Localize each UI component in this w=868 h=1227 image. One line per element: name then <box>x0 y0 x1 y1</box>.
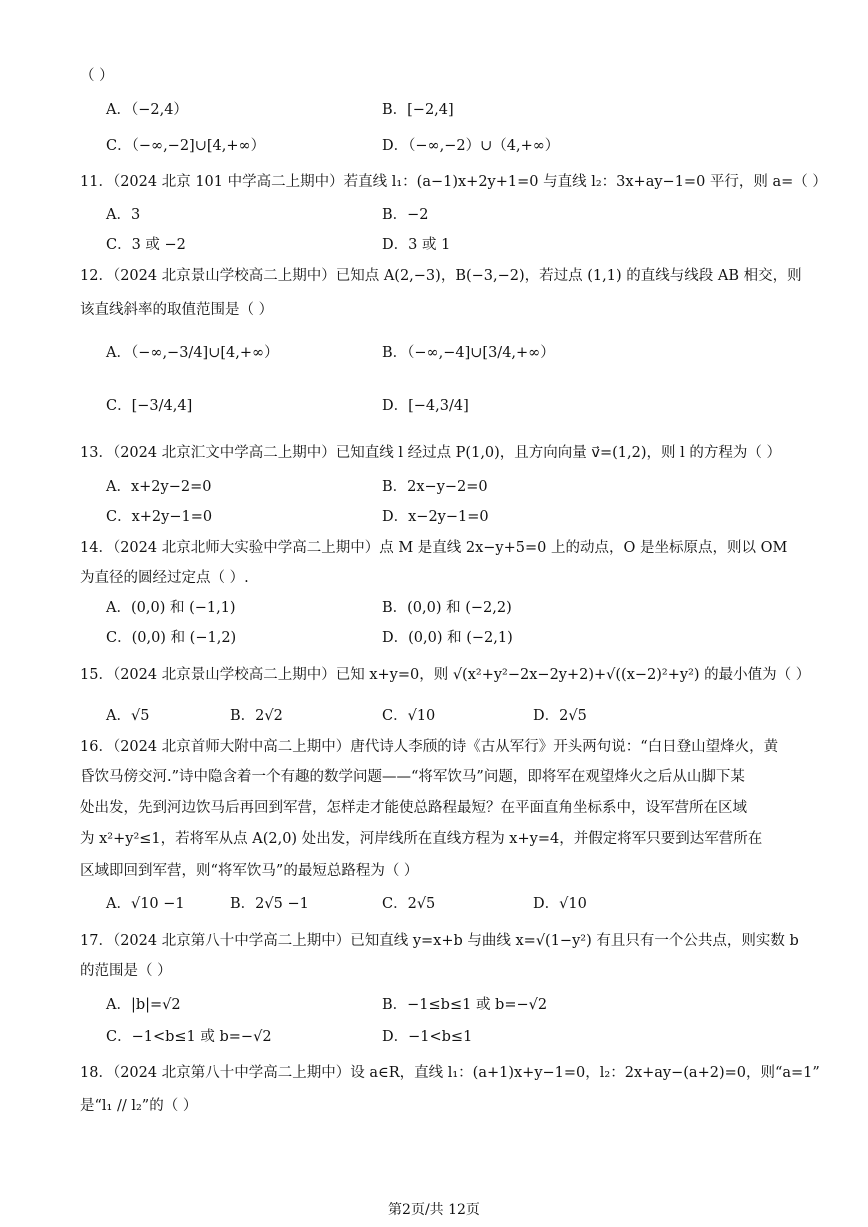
option-b: B．2√5 −1 <box>230 896 309 912</box>
option-right: B．（−∞,−4]∪[3/4,+∞） <box>382 345 555 361</box>
option-left: A．(0,0) 和 (−1,1) <box>106 600 236 616</box>
option-left: A．3 <box>106 207 141 223</box>
option-right: D．x−2y−1=0 <box>382 509 489 525</box>
question-text-line: 处出发，先到河边饮马后再回到军营，怎样走才能使总路程最短？在平面直角坐标系中，设军营所在区域 <box>80 800 747 816</box>
question-text-line: 16．（2024 北京首师大附中高二上期中）唐代诗人李颀的诗《古从军行》开头两句说：“白日登山望烽火，黄 <box>80 739 779 755</box>
option-a: A．√5 <box>106 708 150 724</box>
question-text-line: 昏饮马傍交河.”诗中隐含着一个有趣的数学问题——“将军饮马”问题，即将军在观望烽火之后从山脚下某 <box>80 769 745 785</box>
question-text-line: 17．（2024 北京第八十中学高二上期中）已知直线 y=x+b 与曲线 x=√(1−y²) 有且只有一个公共点，则实数 b <box>80 933 799 949</box>
question-text-line: 18．（2024 北京第八十中学高二上期中）设 a∈R，直线 l₁：(a+1)x+y−1=0，l₂：2x+ay−(a+2)=0，则“a=1” <box>80 1065 820 1081</box>
option-right: D．3 或 1 <box>382 237 451 253</box>
question-text-line: 13．（2024 北京汇文中学高二上期中）已知直线 l 经过点 P(1,0)，且方向向量 v⃗=(1,2)，则 l 的方程为（ ） <box>80 445 781 461</box>
option-d: D．2√5 <box>533 708 587 724</box>
option-left: C．(0,0) 和 (−1,2) <box>106 630 237 646</box>
option-b: B．2√2 <box>230 708 283 724</box>
option-left: C．−1<b≤1 或 b=−√2 <box>106 1029 272 1045</box>
question-text-line: 的范围是（ ） <box>80 963 172 979</box>
option-left: A．（−∞,−3/4]∪[4,+∞） <box>106 345 279 361</box>
option-left: C．[−3/4,4] <box>106 398 193 414</box>
option-left: C．3 或 −2 <box>106 237 186 253</box>
page-footer: 第2页/共 12页 <box>388 1202 480 1218</box>
option-left: C．x+2y−1=0 <box>106 509 213 525</box>
option-c: C．2√5 <box>382 896 436 912</box>
option-right: D．[−4,3/4] <box>382 398 469 414</box>
option-right: D．−1<b≤1 <box>382 1029 473 1045</box>
option-c: C．√10 <box>382 708 436 724</box>
question-text-line: 12．（2024 北京景山学校高二上期中）已知点 A(2,−3)，B(−3,−2)，若过点 (1,1) 的直线与线段 AB 相交，则 <box>80 268 802 284</box>
option-left: A．x+2y−2=0 <box>106 479 212 495</box>
option-right: D．（−∞,−2）∪（4,+∞） <box>382 138 560 154</box>
option-right: B．−1≤b≤1 或 b=−√2 <box>382 997 548 1013</box>
option-left: C．（−∞,−2]∪[4,+∞） <box>106 138 266 154</box>
option-right: B．−2 <box>382 207 429 223</box>
question-text-line: （ ） <box>80 68 114 84</box>
option-d: D．√10 <box>533 896 587 912</box>
option-left: A．（−2,4） <box>106 102 188 118</box>
question-text-line: 为直径的圆经过定点（ ）. <box>80 570 249 586</box>
question-text-line: 该直线斜率的取值范围是（ ） <box>80 302 274 318</box>
question-text-line: 14．（2024 北京北师大实验中学高二上期中）点 M 是直线 2x−y+5=0 上的动点，O 是坐标原点，则以 OM <box>80 540 788 556</box>
option-right: D．(0,0) 和 (−2,1) <box>382 630 513 646</box>
option-a: A．√10 −1 <box>106 896 185 912</box>
question-text-line: 15．（2024 北京景山学校高二上期中）已知 x+y=0，则 √(x²+y²−2x−2y+2)+√((x−2)²+y²) 的最小值为（ ） <box>80 667 811 683</box>
question-text-line: 11．（2024 北京 101 中学高二上期中）若直线 l₁：(a−1)x+2y+1=0 与直线 l₂：3x+ay−1=0 平行，则 a=（ ） <box>80 174 827 190</box>
question-text-line: 区域即回到军营，则“将军饮马”的最短总路程为（ ） <box>80 863 419 879</box>
option-left: A．|b|=√2 <box>106 997 181 1013</box>
question-text-line: 是“l₁ // l₂”的（ ） <box>80 1098 198 1114</box>
option-right: B．[−2,4] <box>382 102 454 118</box>
option-right: B．2x−y−2=0 <box>382 479 488 495</box>
question-text-line: 为 x²+y²≤1，若将军从点 A(2,0) 处出发，河岸线所在直线方程为 x+y=4，并假定将军只要到达军营所在 <box>80 831 763 847</box>
option-right: B．(0,0) 和 (−2,2) <box>382 600 512 616</box>
